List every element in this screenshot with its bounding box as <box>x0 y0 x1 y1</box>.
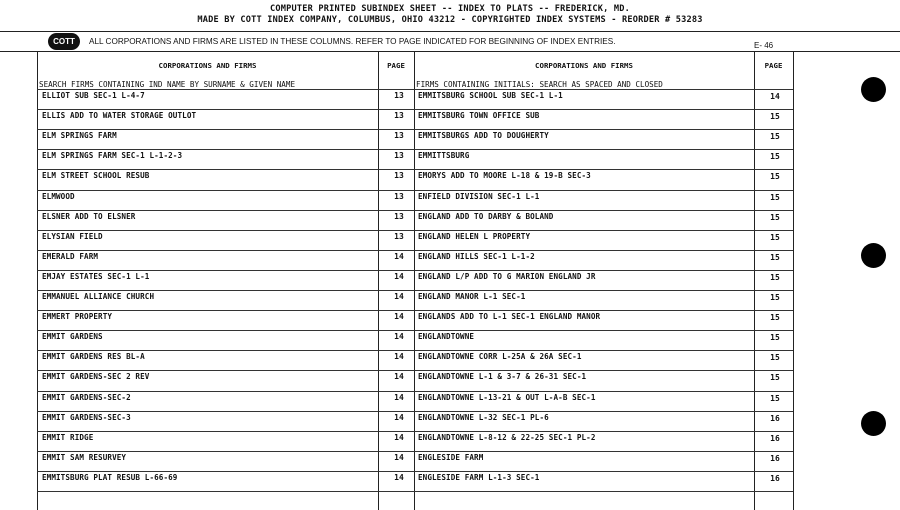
left-entry-page: 13 <box>394 91 404 100</box>
left-entry-name: ELM SPRINGS FARM SEC-1 L-1-2-3 <box>42 151 183 160</box>
right-entry-page: 15 <box>770 193 780 202</box>
left-entry-page: 13 <box>394 151 404 160</box>
header-divider <box>0 31 900 32</box>
center-divider <box>414 51 415 510</box>
left-column-title: CORPORATIONS AND FIRMS <box>158 61 257 70</box>
left-entry-page: 14 <box>394 312 404 321</box>
right-entry-name: ENGLESIDE FARM L-1-3 SEC-1 <box>418 473 540 482</box>
row-divider <box>37 431 793 432</box>
right-entry-page: 15 <box>770 233 780 242</box>
left-entry-name: EMJAY ESTATES SEC-1 L-1 <box>42 272 150 281</box>
right-entry-name: ENGLANDTOWNE L-13-21 & OUT L-A-B SEC-1 <box>418 393 596 402</box>
left-entry-name: EMMIT GARDENS-SEC-3 <box>42 413 131 422</box>
left-entry-name: EMMERT PROPERTY <box>42 312 113 321</box>
left-entry-name: EMMIT SAM RESURVEY <box>42 453 127 462</box>
right-entry-name: ENGLAND HELEN L PROPERTY <box>418 232 531 241</box>
left-entry-page: 14 <box>394 352 404 361</box>
left-entry-name: EMMIT RIDGE <box>42 433 94 442</box>
right-entry-name: ENGLANDS ADD TO L-1 SEC-1 ENGLAND MANOR <box>418 312 601 321</box>
row-divider <box>37 411 793 412</box>
row-divider <box>37 391 793 392</box>
right-search-instruction: FIRMS CONTAINING INITIALS: SEARCH AS SPACED AND CLOSED <box>416 80 663 89</box>
row-divider <box>37 149 793 150</box>
left-entry-page: 14 <box>394 372 404 381</box>
left-entry-page: 13 <box>394 232 404 241</box>
right-entry-page: 16 <box>770 434 780 443</box>
right-entry-name: ENGLANDTOWNE <box>418 332 475 341</box>
left-entry-page: 14 <box>394 252 404 261</box>
right-entry-name: ENGLANDTOWNE CORR L-25A & 26A SEC-1 <box>418 352 582 361</box>
left-entry-name: ELLIS ADD TO WATER STORAGE OUTLOT <box>42 111 197 120</box>
right-entry-page: 14 <box>770 92 780 101</box>
right-entry-name: ENFIELD DIVISION SEC-1 L-1 <box>418 192 540 201</box>
right-entry-page: 15 <box>770 273 780 282</box>
row-divider <box>37 169 793 170</box>
right-entry-name: EMORYS ADD TO MOORE L-18 & 19-B SEC-3 <box>418 171 591 180</box>
binder-hole-top <box>861 77 886 102</box>
row-divider <box>37 330 793 331</box>
right-page-header: PAGE <box>764 61 783 70</box>
left-entry-name: ELSNER ADD TO ELSNER <box>42 212 136 221</box>
left-table-border <box>37 51 38 510</box>
row-divider <box>37 270 793 271</box>
listing-notice: ALL CORPORATIONS AND FIRMS ARE LISTED IN THESE COLUMNS. REFER TO PAGE INDICATED FOR BEGINNING OF INDEX ENTRIES. <box>89 37 616 46</box>
left-entry-name: EMMIT GARDENS RES BL-A <box>42 352 145 361</box>
left-entry-page: 14 <box>394 272 404 281</box>
left-entry-page: 14 <box>394 453 404 462</box>
left-entry-page: 14 <box>394 433 404 442</box>
right-entry-name: ENGLESIDE FARM <box>418 453 484 462</box>
left-page-header: PAGE <box>387 61 405 70</box>
left-entry-page: 13 <box>394 212 404 221</box>
left-entry-page: 14 <box>394 332 404 341</box>
left-page-divider <box>378 51 379 510</box>
row-divider <box>37 210 793 211</box>
left-entry-name: ELYSIAN FIELD <box>42 232 103 241</box>
sheet-number: E- 46 <box>754 41 774 50</box>
left-entry-name: EMMIT GARDENS-SEC 2 REV <box>42 372 150 381</box>
left-entry-page: 14 <box>394 393 404 402</box>
right-table-border <box>793 51 794 510</box>
right-entry-name: EMMITTSBURG <box>418 151 470 160</box>
row-divider <box>37 190 793 191</box>
left-entry-page: 13 <box>394 111 404 120</box>
right-entry-page: 15 <box>770 132 780 141</box>
right-entry-name: ENGLAND MANOR L-1 SEC-1 <box>418 292 526 301</box>
binder-hole-bottom <box>861 411 886 436</box>
binder-hole-middle <box>861 243 886 268</box>
table-top-border <box>0 51 900 52</box>
left-entry-name: EMMIT GARDENS-SEC-2 <box>42 393 131 402</box>
right-entry-page: 16 <box>770 454 780 463</box>
right-entry-name: EMMITSBURG TOWN OFFICE SUB <box>418 111 540 120</box>
left-entry-name: ELM SPRINGS FARM <box>42 131 117 140</box>
right-entry-page: 15 <box>770 313 780 322</box>
right-page-divider <box>754 51 755 510</box>
right-entry-page: 16 <box>770 414 780 423</box>
right-entry-page: 15 <box>770 112 780 121</box>
right-column-title: CORPORATIONS AND FIRMS <box>535 61 633 70</box>
right-entry-page: 15 <box>770 373 780 382</box>
right-entry-page: 15 <box>770 253 780 262</box>
right-entry-name: EMMITSBURGS ADD TO DOUGHERTY <box>418 131 549 140</box>
row-divider <box>37 451 793 452</box>
row-divider <box>37 310 793 311</box>
right-entry-page: 15 <box>770 213 780 222</box>
left-entry-name: ELMWOOD <box>42 192 75 201</box>
row-divider <box>37 89 793 90</box>
right-entry-name: ENGLAND L/P ADD TO G MARION ENGLAND JR <box>418 272 596 281</box>
right-entry-name: ENGLANDTOWNE L-1 & 3-7 & 26-31 SEC-1 <box>418 372 587 381</box>
left-entry-page: 13 <box>394 131 404 140</box>
left-entry-name: EMMITSBURG PLAT RESUB L-66-69 <box>42 473 178 482</box>
row-divider <box>37 350 793 351</box>
sheet-title: COMPUTER PRINTED SUBINDEX SHEET -- INDEX TO PLATS -- FREDERICK, MD. <box>269 4 631 14</box>
right-entry-page: 15 <box>770 172 780 181</box>
left-entry-name: EMERALD FARM <box>42 252 99 261</box>
publisher-line: MADE BY COTT INDEX COMPANY, COLUMBUS, OHIO 43212 - COPYRIGHTED INDEX SYSTEMS - REORDER # 53283 <box>197 15 703 25</box>
left-entry-name: EMMANUEL ALLIANCE CHURCH <box>42 292 155 301</box>
left-entry-page: 13 <box>394 171 404 180</box>
left-entry-page: 14 <box>394 413 404 422</box>
right-entry-name: ENGLAND HILLS SEC-1 L-1-2 <box>418 252 535 261</box>
row-divider <box>37 230 793 231</box>
right-entry-page: 15 <box>770 333 780 342</box>
right-entry-page: 16 <box>770 474 780 483</box>
left-entry-page: 14 <box>394 292 404 301</box>
right-entry-name: ENGLANDTOWNE L-32 SEC-1 PL-6 <box>418 413 549 422</box>
right-entry-name: ENGLANDTOWNE L-8-12 & 22-25 SEC-1 PL-2 <box>418 433 596 442</box>
left-entry-page: 14 <box>394 473 404 482</box>
right-entry-page: 15 <box>770 353 780 362</box>
cott-logo: COTT <box>49 34 79 49</box>
right-entry-name: EMMITSBURG SCHOOL SUB SEC-1 L-1 <box>418 91 563 100</box>
left-entry-name: ELLIOT SUB SEC-1 L-4-7 <box>42 91 145 100</box>
right-entry-name: ENGLAND ADD TO DARBY & BOLAND <box>418 212 554 221</box>
row-divider <box>37 109 793 110</box>
row-divider <box>37 491 793 492</box>
row-divider <box>37 290 793 291</box>
row-divider <box>37 129 793 130</box>
left-entry-page: 13 <box>394 192 404 201</box>
right-entry-page: 15 <box>770 293 780 302</box>
row-divider <box>37 250 793 251</box>
row-divider <box>37 370 793 371</box>
left-search-instruction: SEARCH FIRMS CONTAINING IND NAME BY SURNAME & GIVEN NAME <box>39 80 296 89</box>
left-entry-name: EMMIT GARDENS <box>42 332 103 341</box>
right-entry-page: 15 <box>770 152 780 161</box>
right-entry-page: 15 <box>770 394 780 403</box>
row-divider <box>37 471 793 472</box>
left-entry-name: ELM STREET SCHOOL RESUB <box>42 171 150 180</box>
